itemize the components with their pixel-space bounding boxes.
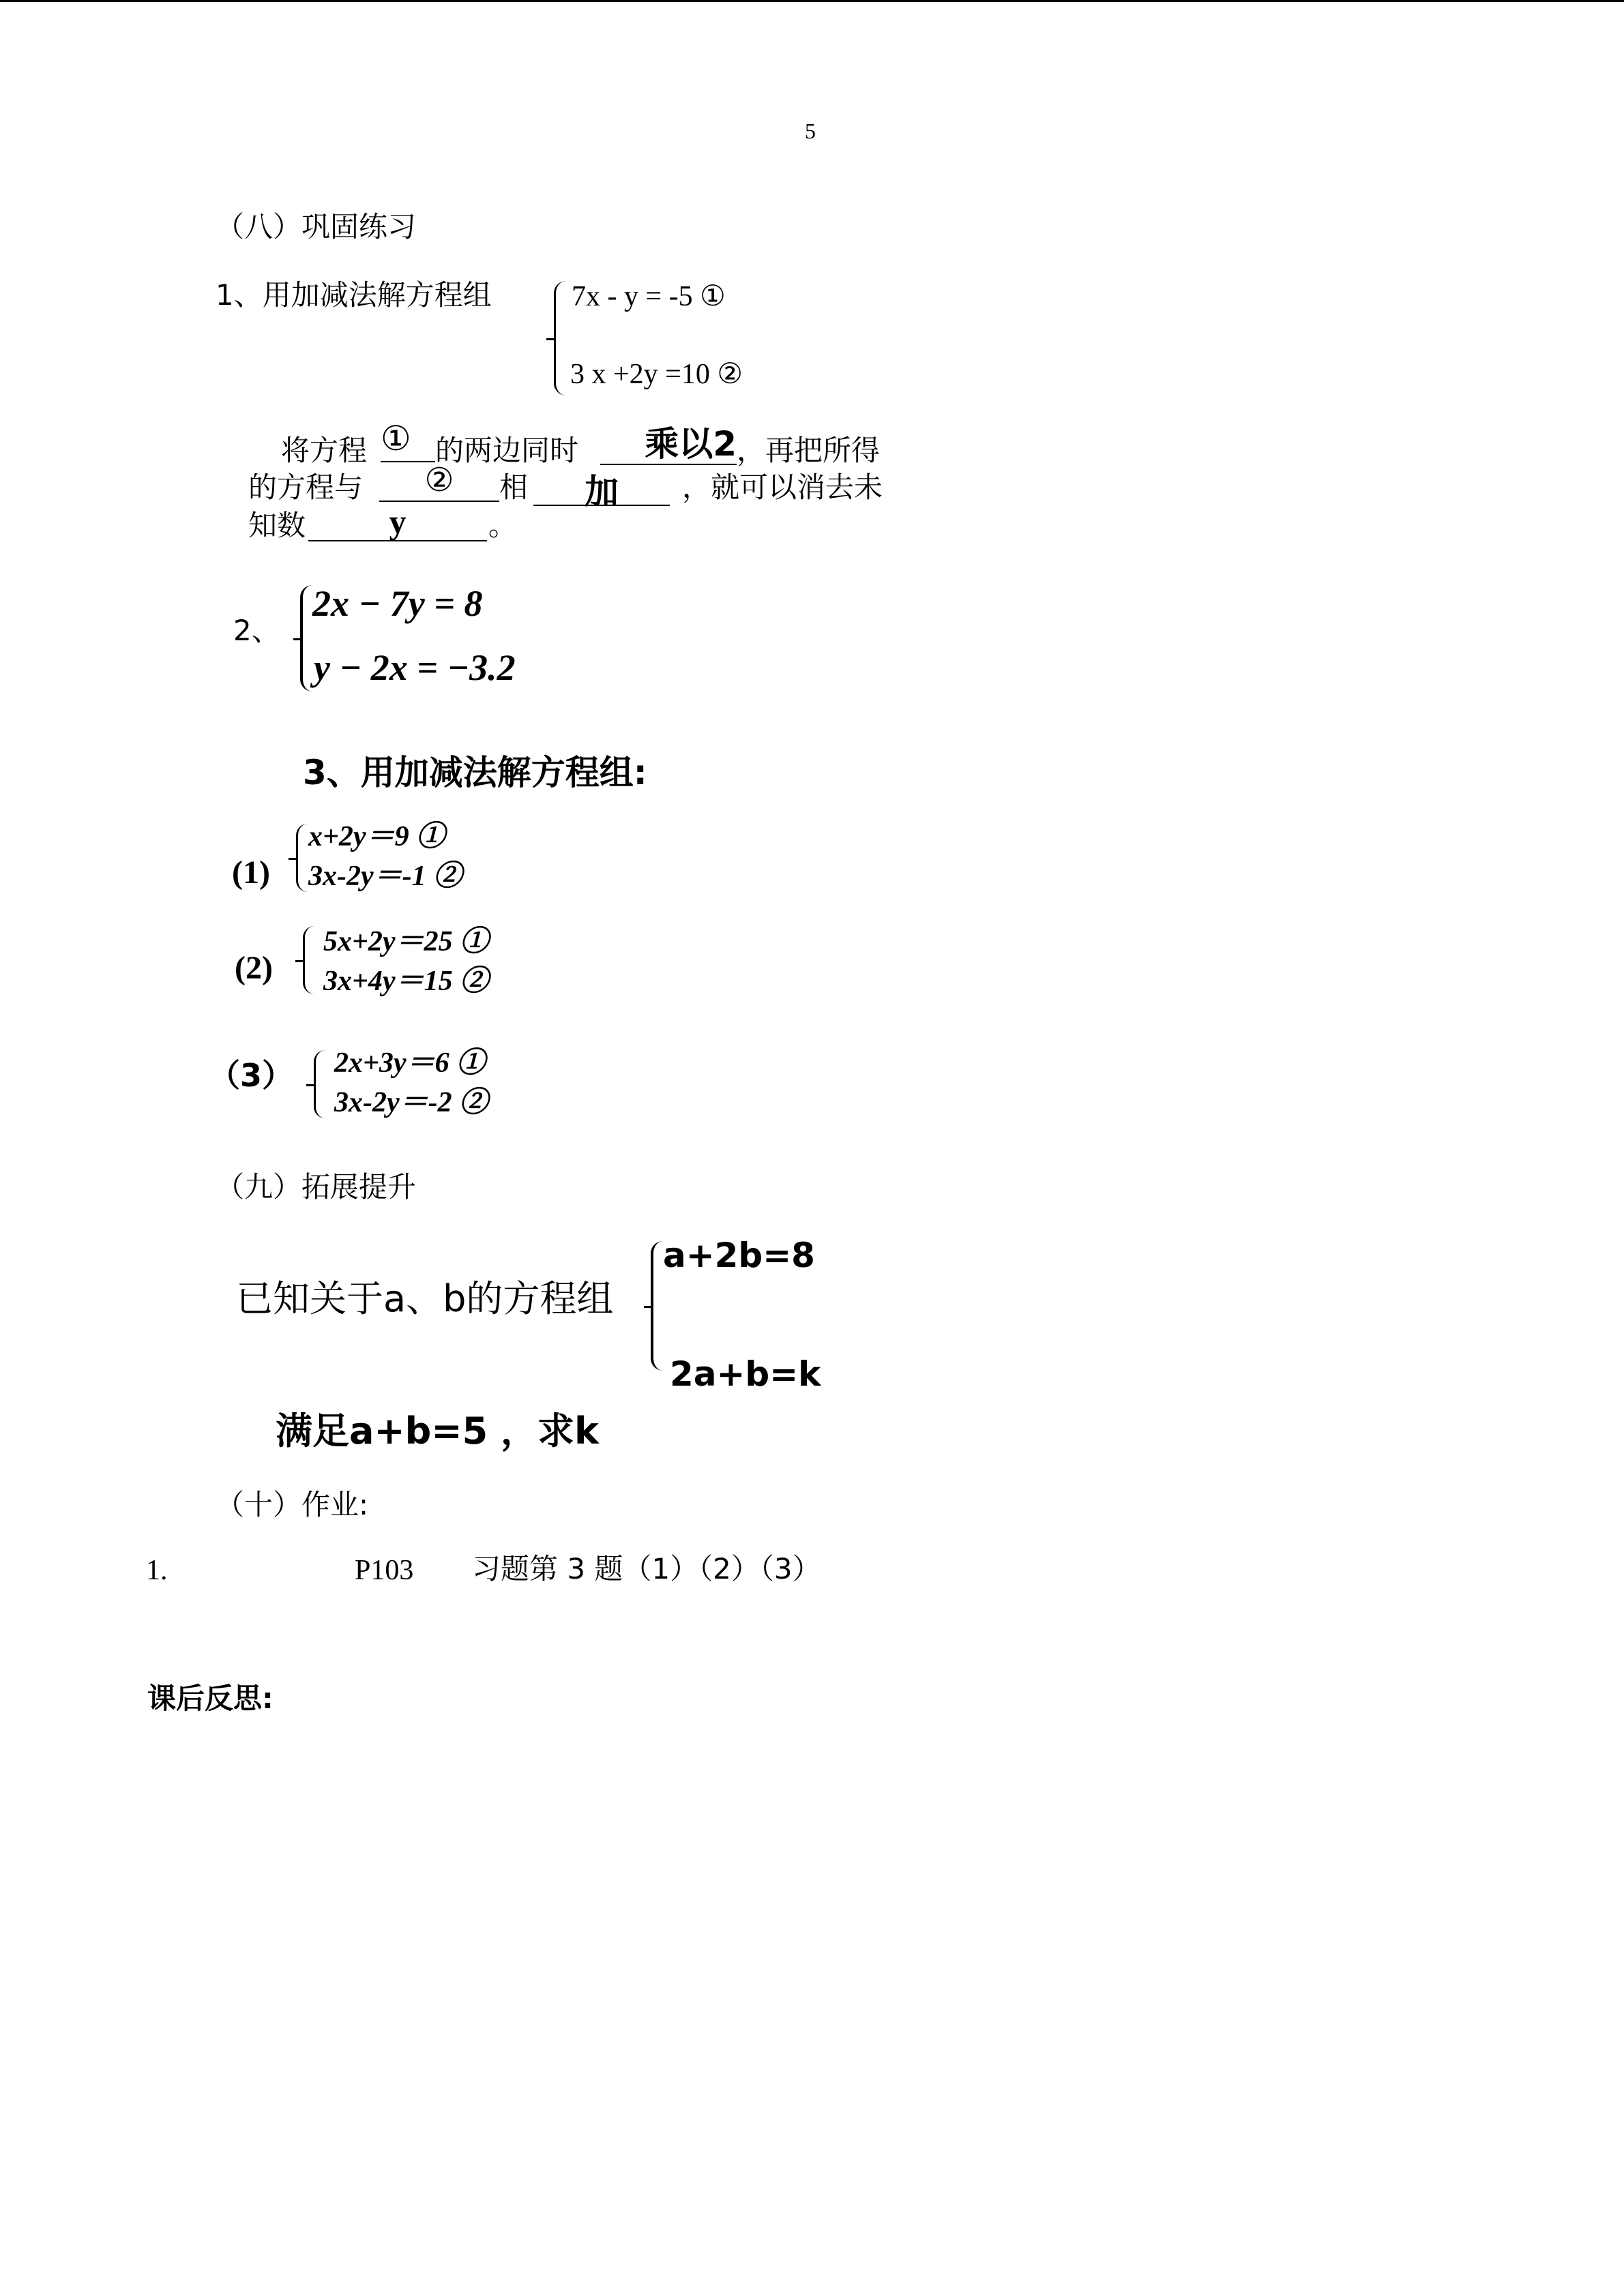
exercise-3-part-1-equation-2: 3x-2y＝-1 ② — [308, 861, 462, 892]
exercise-3-part-2-equation-2: 3x+4y＝15 ② — [323, 966, 489, 997]
section-9-equation-1: a+2b=8 — [663, 1236, 815, 1275]
section-9-equation-2: 2a+b=k — [670, 1354, 821, 1394]
fill-answer-multiply: 乘以2 — [600, 427, 737, 465]
exercise-3-part-2-label: (2) — [235, 950, 273, 986]
fill-answer-mark-2: ② — [379, 464, 499, 502]
exercise-3-part-2-equation-1: 5x+2y＝25 ① — [323, 926, 489, 957]
fill-answer-mark-1: ① — [381, 421, 435, 462]
exercise-1-equation-2: 3 x +2y =10 ② — [570, 359, 743, 390]
fill-text-g: 知数 — [248, 509, 306, 542]
exercise-1-brace — [554, 281, 570, 396]
fill-text-c: ，再把所得 — [737, 434, 881, 467]
section-10-title: （十）作业: — [216, 1488, 369, 1521]
exercise-3-part-1-label: (1) — [232, 854, 270, 891]
fill-text-f: ，就可以消去未 — [682, 471, 883, 504]
section-9-lead: 已知关于a、b的方程组 — [236, 1277, 614, 1320]
homework-item-number: 1. — [146, 1555, 168, 1586]
exercise-2-equation-2: y − 2x = −3.2 — [314, 647, 516, 688]
exercise-3-part-3-equation-1: 2x+3y＝6 ① — [334, 1047, 486, 1079]
exercise-3-part-1-equation-1: x+2y＝9 ① — [308, 821, 445, 852]
homework-item-text: 习题第 3 题（1）（2）（3） — [472, 1552, 821, 1585]
exercise-3-part-1-brace — [296, 824, 308, 892]
exercise-2-equation-1: 2x − 7y = 8 — [312, 583, 483, 624]
section-9-condition: 满足a+b=5 ，求k — [276, 1410, 599, 1452]
fill-text-b: 的两边同时 — [435, 434, 579, 467]
page-number: 5 — [805, 119, 816, 143]
fill-answer-variable: y — [308, 505, 487, 541]
exercise-3-title: 3、用加减法解方程组: — [303, 753, 647, 792]
homework-item-page: P103 — [355, 1555, 414, 1586]
fill-answer-add: 加 — [533, 475, 670, 506]
page-top-border — [0, 0, 1624, 2]
after-class-reflection-label: 课后反思: — [147, 1682, 274, 1715]
fill-text-h: 。 — [488, 509, 518, 542]
exercise-3-part-2-brace — [303, 926, 314, 994]
fill-text-e: 相 — [499, 471, 529, 504]
exercise-1-equation-1: 7x - y = -5 ① — [572, 281, 726, 312]
exercise-3-part-3-equation-2: 3x-2y＝-2 ② — [334, 1087, 488, 1118]
exercise-3-part-3-brace — [314, 1050, 325, 1118]
exercise-1-label: 1、用加减法解方程组 — [216, 278, 492, 312]
exercise-2-label: 2、 — [233, 614, 280, 647]
section-9-title: （九）拓展提升 — [216, 1170, 417, 1204]
exercise-3-part-3-label: （3） — [209, 1057, 294, 1094]
fill-text-a: 将方程 — [281, 434, 368, 467]
section-8-title: （八）巩固练习 — [216, 210, 417, 243]
fill-text-d: 的方程与 — [248, 471, 364, 504]
